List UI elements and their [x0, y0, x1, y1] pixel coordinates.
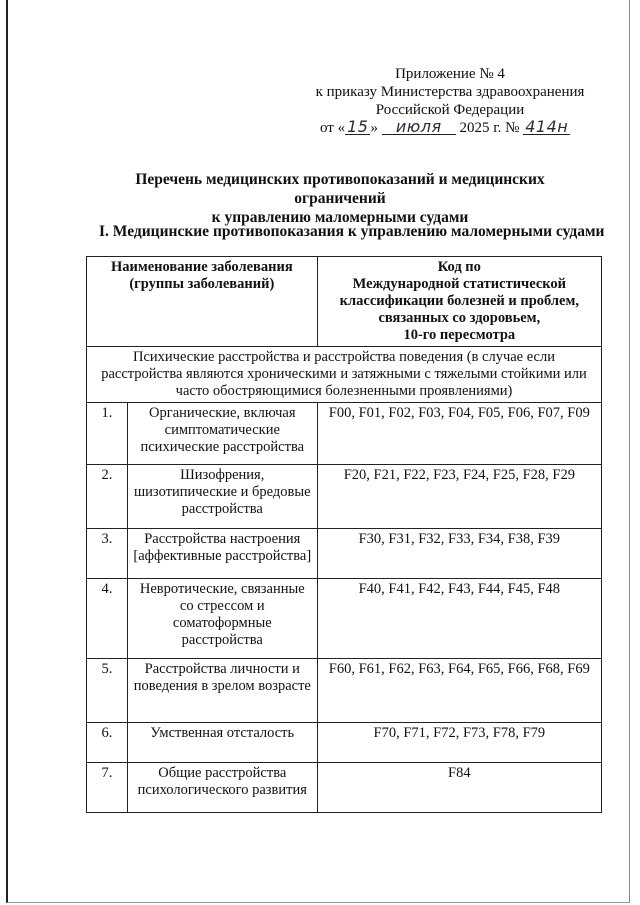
appendix-federation: Российской Федерации — [375, 102, 525, 118]
order-date-line — [300, 119, 600, 137]
order-year: 2025 г. № — [459, 120, 520, 136]
order-day: 15 — [347, 117, 369, 136]
table-row — [87, 723, 602, 763]
header-code-line-1: Код по — [437, 259, 481, 275]
row-number: 4. — [87, 579, 128, 659]
order-mid: » — [370, 120, 378, 136]
group-title: Психические расстройства и расстройства поведения (в случае если расстройства являются хроническими и затяжными с тяжелыми стойкими или часто обостряющимися болезненными проявлениями) — [87, 347, 602, 403]
appendix-order-ref: к приказу Министерства здравоохранения — [315, 84, 585, 100]
row-disease: Общие расстройства психологического развития — [127, 763, 317, 813]
row-disease: Расстройства настроения [аффективные расстройства] — [127, 529, 317, 579]
header-name-line-1: Наименование заболевания — [110, 259, 293, 275]
document-title-line-1: Перечень медицинских противопоказаний и медицинских ограничений — [135, 171, 545, 207]
contraindications-table — [86, 256, 602, 813]
order-number: 414н — [525, 117, 569, 136]
header-code-line-4: связанных со здоровьем, — [378, 310, 541, 326]
row-code: F40, F41, F42, F43, F44, F45, F48 — [317, 579, 601, 659]
header-code-line-5: 10-го пересмотра — [403, 327, 516, 343]
header-icd-code — [317, 257, 601, 347]
document-title — [90, 170, 590, 227]
row-code: F70, F71, F72, F73, F78, F79 — [317, 723, 601, 763]
row-disease: Невротические, связанные со стрессом и соматоформные расстройства — [127, 579, 317, 659]
header-disease-name — [87, 257, 318, 347]
row-code: F00, F01, F02, F03, F04, F05, F06, F07, F09 — [317, 403, 601, 465]
table-row — [87, 529, 602, 579]
table-row — [87, 403, 602, 465]
header-code-line-2: Международной статистической — [352, 276, 567, 292]
table-row — [87, 659, 602, 723]
row-disease: Расстройства личности и поведения в зрелом возрасте — [127, 659, 317, 723]
row-number: 6. — [87, 723, 128, 763]
table-row — [87, 579, 602, 659]
row-number: 3. — [87, 529, 128, 579]
row-code: F84 — [317, 763, 601, 813]
order-prefix: от « — [320, 120, 346, 136]
row-disease: Умственная отсталость — [127, 723, 317, 763]
row-number: 7. — [87, 763, 128, 813]
header-code-line-3: классификации болезней и проблем, — [339, 293, 579, 309]
row-number: 1. — [87, 403, 128, 465]
row-code: F60, F61, F62, F63, F64, F65, F66, F68, F69 — [317, 659, 601, 723]
group-row — [87, 347, 602, 403]
table-header-row — [87, 257, 602, 347]
appendix-block — [300, 65, 600, 137]
table-row — [87, 763, 602, 813]
header-name-line-2: (группы заболеваний) — [129, 276, 275, 292]
row-code: F20, F21, F22, F23, F24, F25, F28, F29 — [317, 465, 601, 529]
section-title: I. Медицинские противопоказания к управлению маломерными судами — [99, 223, 605, 240]
row-number: 5. — [87, 659, 128, 723]
table-row — [87, 465, 602, 529]
document-title-line-2: к управлению маломерными судами — [211, 209, 469, 226]
row-code: F30, F31, F32, F33, F34, F38, F39 — [317, 529, 601, 579]
row-disease: Шизофрения, шизотипические и бредовые расстройства — [127, 465, 317, 529]
appendix-title: Приложение № 4 — [395, 66, 505, 82]
order-month: июля — [382, 119, 456, 135]
row-number: 2. — [87, 465, 128, 529]
row-disease: Органические, включая симптоматические психические расстройства — [127, 403, 317, 465]
